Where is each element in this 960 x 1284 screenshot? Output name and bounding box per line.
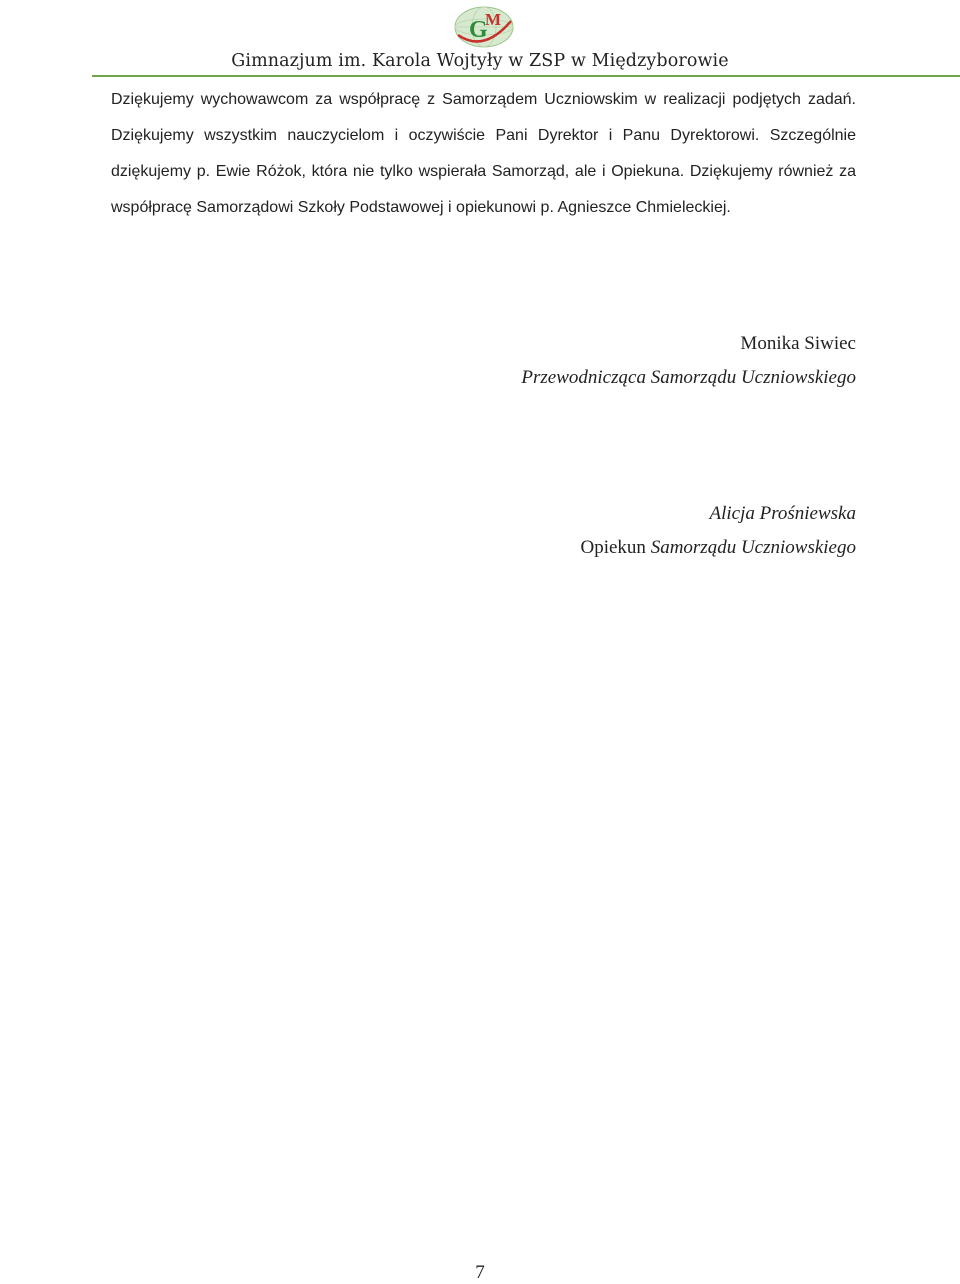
body-paragraph: Dziękujemy wychowawcom za współpracę z Samorządem Uczniowskim w realizacji podjętych zadań. Dziękujemy wszystkim nauczycielom i oczywiście Pani Dyrektor i Panu Dyrektorowi. Szczególnie dziękujemy p. Ewie Różok, która nie tylko wspierała Samorząd, ale i Opiekuna. Dziękujemy również za współpracę Samorządowi Szkoły Podstawowej i opiekunowi p. Agnieszce Chmieleckiej. bbox=[111, 91, 856, 216]
signature-role-2-prefix: Opiekun bbox=[580, 537, 646, 558]
school-logo bbox=[453, 5, 515, 49]
signature-name-1: Monika Siwiec bbox=[740, 333, 856, 354]
signature-name-2: Alicja Prośniewska bbox=[709, 503, 856, 524]
signature-role-1: Przewodnicząca Samorządu Uczniowskiego bbox=[521, 367, 856, 388]
page-number: 7 bbox=[475, 1262, 485, 1283]
signature-role-2 bbox=[581, 537, 857, 559]
page-header bbox=[0, 0, 960, 80]
header-rule bbox=[92, 75, 960, 77]
logo-letter-g: G bbox=[469, 17, 488, 43]
logo-letter-m: M bbox=[485, 10, 502, 29]
signature-role-2-suffix: Samorządu Uczniowskiego bbox=[650, 537, 856, 558]
header-title: Gimnazjum im. Karola Wojtyły w ZSP w Międzyborowie bbox=[231, 51, 729, 71]
